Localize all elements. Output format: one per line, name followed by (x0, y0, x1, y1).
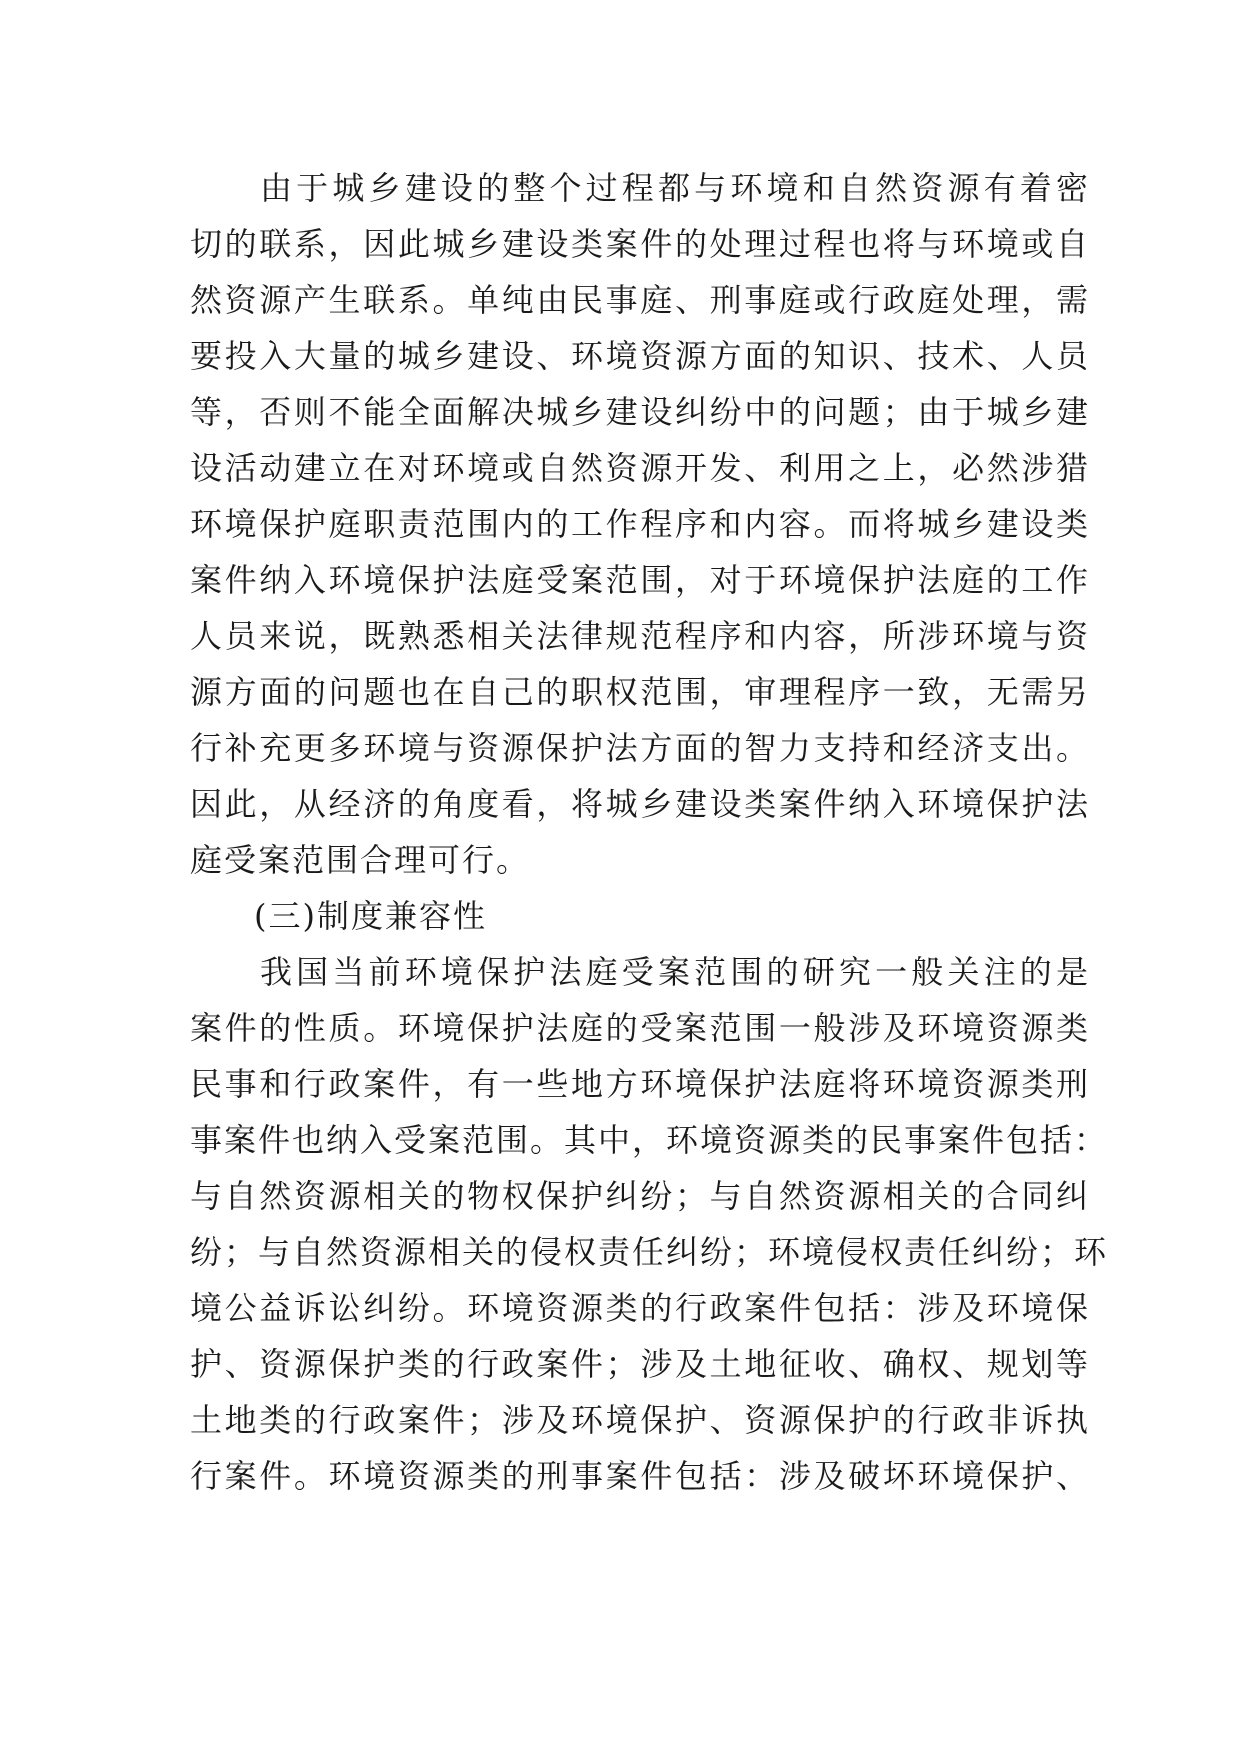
text-line: 纷；与自然资源相关的侵权责任纠纷；环境侵权责任纠纷；环 (190, 1233, 1109, 1271)
text-line: 等，否则不能全面解决城乡建设纠纷中的问题；由于城乡建 (190, 393, 1090, 431)
section-heading: (三)制度兼容性 (254, 897, 487, 935)
text-line: 境公益诉讼纠纷。环境资源类的行政案件包括：涉及环境保 (190, 1289, 1090, 1327)
text-line: 切的联系，因此城乡建设类案件的处理过程也将与环境或自 (190, 225, 1090, 263)
text-line: 源方面的问题也在自己的职权范围，审理程序一致，无需另 (190, 673, 1090, 711)
text-line: 环境保护庭职责范围内的工作程序和内容。而将城乡建设类 (190, 505, 1090, 543)
text-line: 民事和行政案件，有一些地方环境保护法庭将环境资源类刑 (190, 1065, 1090, 1103)
text-line: 由于城乡建设的整个过程都与环境和自然资源有着密 (260, 169, 1090, 207)
text-line: 护、资源保护类的行政案件；涉及土地征收、确权、规划等 (190, 1345, 1090, 1383)
text-line: 土地类的行政案件；涉及环境保护、资源保护的行政非诉执 (190, 1401, 1090, 1439)
text-line: 设活动建立在对环境或自然资源开发、利用之上，必然涉猎 (190, 449, 1090, 487)
text-line: 我国当前环境保护法庭受案范围的研究一般关注的是 (260, 953, 1090, 991)
text-line: 要投入大量的城乡建设、环境资源方面的知识、技术、人员 (190, 337, 1090, 375)
text-line: 事案件也纳入受案范围。其中，环境资源类的民事案件包括： (190, 1121, 1109, 1159)
text-line: 庭受案范围合理可行。 (190, 841, 531, 879)
text-line: 人员来说，既熟悉相关法律规范程序和内容，所涉环境与资 (190, 617, 1090, 655)
text-line: 因此，从经济的角度看，将城乡建设类案件纳入环境保护法 (190, 785, 1090, 823)
body-text (190, 160, 1109, 1504)
text-line: 行案件。环境资源类的刑事案件包括：涉及破坏环境保护、 (190, 1457, 1090, 1495)
text-line: 行补充更多环境与资源保护法方面的智力支持和经济支出。 (190, 729, 1090, 767)
text-line: 然资源产生联系。单纯由民事庭、刑事庭或行政庭处理，需 (190, 281, 1090, 319)
text-line: 与自然资源相关的物权保护纠纷；与自然资源相关的合同纠 (190, 1177, 1090, 1215)
text-line: 案件纳入环境保护法庭受案范围，对于环境保护法庭的工作 (190, 561, 1090, 599)
text-line: 案件的性质。环境保护法庭的受案范围一般涉及环境资源类 (190, 1009, 1090, 1047)
